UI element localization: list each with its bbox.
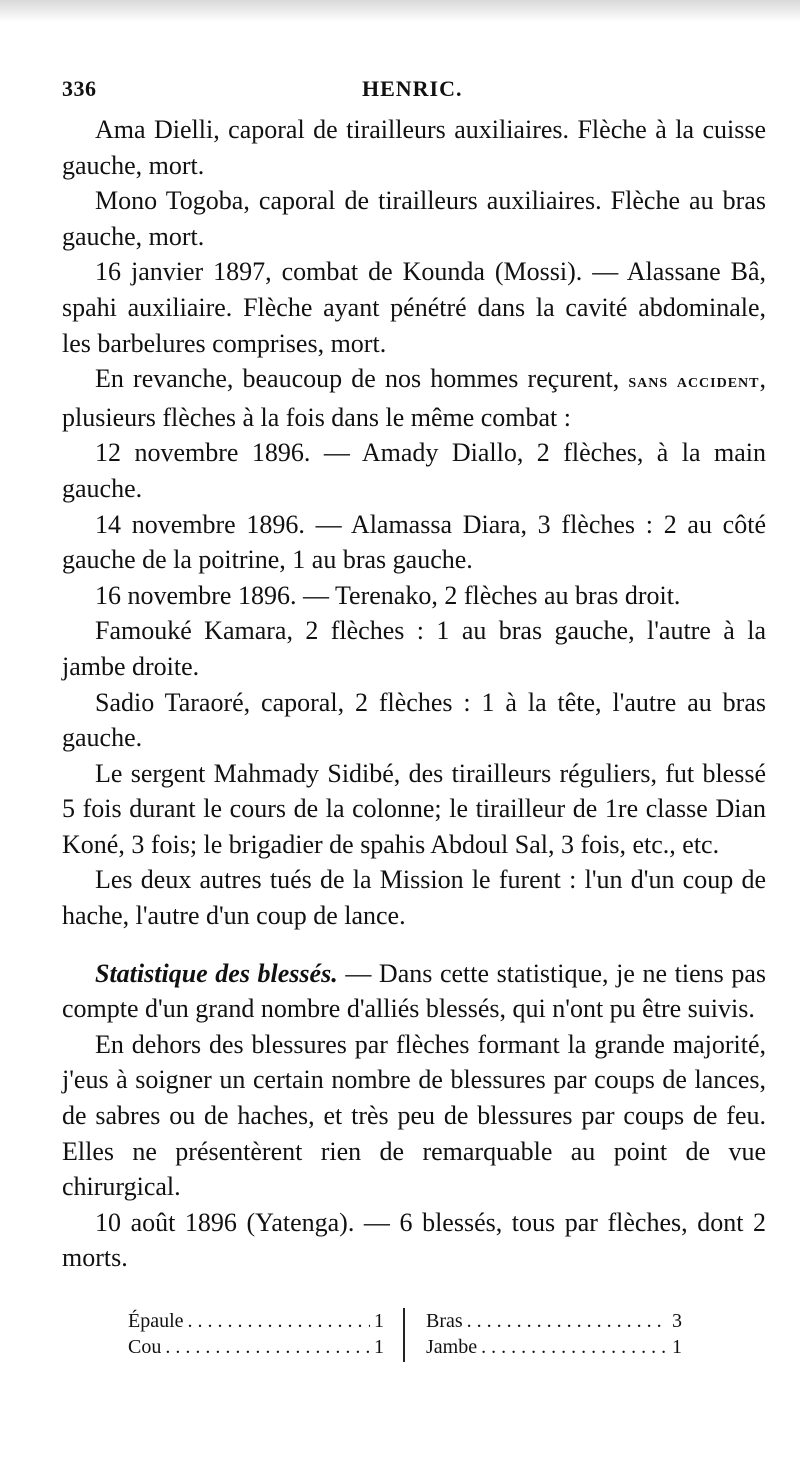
row-label: Épaule bbox=[128, 1310, 184, 1332]
row-label: Bras bbox=[426, 1310, 463, 1332]
paragraph: 14 novembre 1896. — Alamassa Diara, 3 flèches : 2 au côté gauche de la poitrine, 1 au bras gauche. bbox=[62, 509, 766, 575]
paragraph: Famouké Kamara, 2 flèches : 1 au bras gauche, l'autre à la jambe droite. bbox=[62, 616, 766, 681]
paragraph-text: , plusieurs flèches à la fois dans le même combat : bbox=[62, 364, 767, 432]
section-lead-in: Statistique des blessés. bbox=[95, 958, 338, 988]
table-row bbox=[426, 1308, 682, 1334]
running-head: HENRIC. bbox=[362, 76, 463, 101]
paragraph bbox=[62, 361, 766, 435]
row-value: 1 bbox=[374, 1336, 384, 1358]
row-value: 3 bbox=[672, 1310, 682, 1332]
page-top-edge bbox=[0, 0, 800, 22]
section-spacer bbox=[62, 934, 766, 956]
dot-leader bbox=[467, 1308, 668, 1334]
paragraph: 16 novembre 1896. — Terenako, 2 flèches au bras droit. bbox=[95, 580, 681, 610]
table-row bbox=[426, 1334, 682, 1360]
small-caps-phrase: sans accident bbox=[628, 370, 760, 393]
table-row bbox=[128, 1334, 384, 1360]
dot-leader bbox=[481, 1334, 668, 1360]
dot-leader bbox=[165, 1334, 370, 1360]
paragraph: Mono Togoba, caporal de tirailleurs auxiliaires. Flèche au bras gauche, mort. bbox=[62, 186, 766, 251]
paragraph: Ama Dielli, caporal de tirailleurs auxiliaires. Flèche à la cuisse gauche, mort. bbox=[62, 115, 766, 180]
row-label: Cou bbox=[128, 1336, 162, 1358]
table-row bbox=[128, 1308, 384, 1334]
paragraph-text: En revanche, beaucoup de nos hommes reçurent, bbox=[95, 364, 629, 394]
wound-location-table bbox=[128, 1308, 768, 1364]
row-value: 1 bbox=[672, 1336, 682, 1358]
paragraph: 16 janvier 1897, combat de Kounda (Mossi). — Alassane Bâ, spahi auxiliaire. Flèche ayant pénétré dans la cavité abdominale, les barbelures comprises, mort. bbox=[62, 257, 766, 358]
paragraph: 12 novembre 1896. — Amady Diallo, 2 flèches, à la main gauche. bbox=[62, 438, 766, 503]
row-label: Jambe bbox=[426, 1336, 478, 1358]
table-column-right bbox=[426, 1308, 682, 1360]
paragraph: 10 août 1896 (Yatenga). — 6 blessés, tous par flèches, dont 2 morts. bbox=[62, 1207, 766, 1273]
column-divider bbox=[403, 1308, 405, 1362]
paragraph: Sadio Taraoré, caporal, 2 flèches : 1 à la tête, l'autre au bras gauche. bbox=[62, 687, 766, 753]
body-text bbox=[62, 112, 766, 1276]
page-header bbox=[62, 76, 762, 110]
row-value: 1 bbox=[374, 1310, 384, 1332]
dot-leader bbox=[188, 1308, 370, 1334]
paragraph: Le sergent Mahmady Sidibé, des tirailleurs réguliers, fut blessé 5 fois durant le cours de la colonne; le tirailleur de 1re classe Dian Koné, 3 fois; le brigadier de spahis Abdoul Sal, 3 fois, etc., etc. bbox=[62, 758, 766, 859]
paragraph-text: — Dans cette statistique, je ne tiens pas compte d'un grand nombre d'alliés blessés, qui n'ont pu être suivis. bbox=[62, 958, 766, 1024]
paragraph bbox=[62, 956, 766, 1027]
paragraph: En dehors des blessures par flèches formant la grande majorité, j'eus à soigner un certain nombre de blessures par coups de lances, de sabres ou de haches, et très peu de blessures par coups de feu. Elles ne présentèrent rien de remarquable au point de vue chirurgical. bbox=[62, 1029, 766, 1202]
table-column-left bbox=[128, 1308, 384, 1360]
paragraph: Les deux autres tués de la Mission le furent : l'un d'un coup de hache, l'autre d'un coup de lance. bbox=[62, 865, 766, 931]
page-number: 336 bbox=[62, 76, 97, 101]
